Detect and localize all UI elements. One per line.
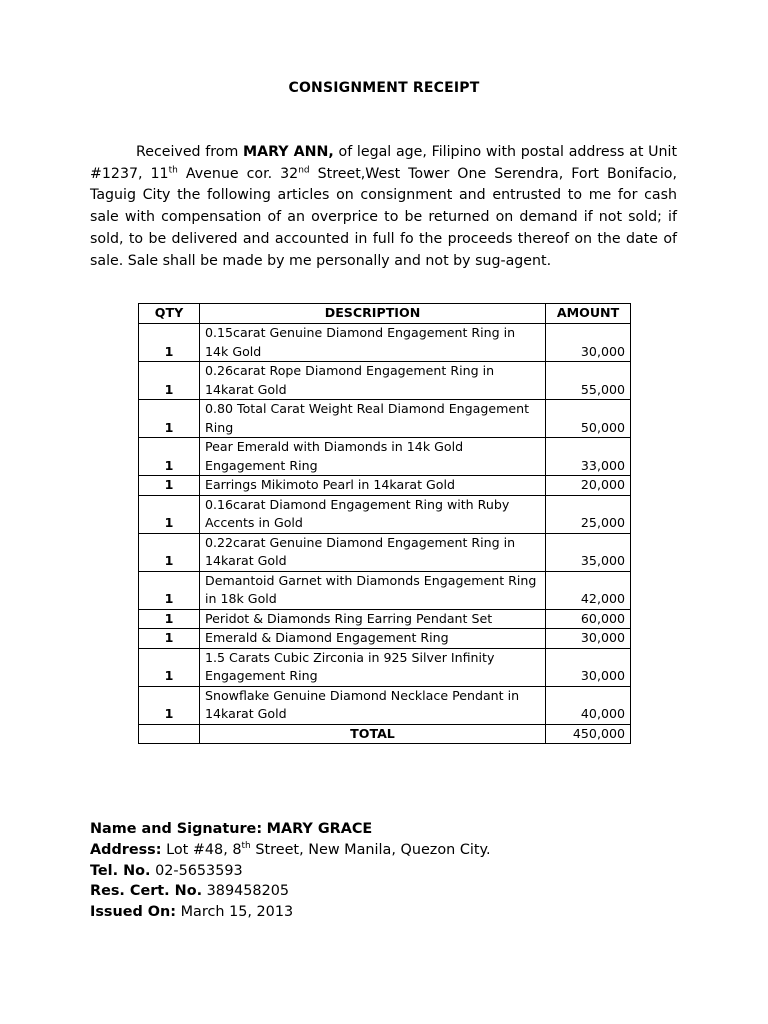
row-qty: 1 [139,324,200,362]
res-cert-line [90,881,491,902]
table-row [139,609,631,629]
row-qty: 1 [139,362,200,400]
table-row [139,495,631,533]
intro-address-part-3: Street,West Tower One Serendra, Fort Bonifacio, Taguig City the following articles on consignment and entrusted to me for cash sale with compensation of an overprice to be returned on demand if not sold; if sold, to be delivered and accounted in full fo the proceeds thereof on the date of sale. Sale shall be made by me personally and not by sug-agent. [90,165,677,269]
row-qty: 1 [139,648,200,686]
total-qty-cell [139,724,200,744]
amount-header: AMOUNT [546,304,631,324]
table-row [139,400,631,438]
row-amount: 20,000 [546,476,631,496]
table-row [139,362,631,400]
row-amount: 40,000 [546,686,631,724]
document-title: CONSIGNMENT RECEIPT [288,80,480,96]
name-label: Name and Signature: [90,821,263,837]
table-header-row [139,304,631,324]
name-signature-line [90,819,491,840]
address-line [90,840,491,861]
row-description: Snowflake Genuine Diamond Necklace Pendant in 14karat Gold [200,686,546,724]
issued-on-value: March 15, 2013 [180,904,294,921]
row-qty: 1 [139,400,200,438]
intro-paragraph [90,142,677,272]
row-amount: 60,000 [546,609,631,629]
row-amount: 30,000 [546,629,631,649]
consignor-name: MARY ANN, [243,144,334,160]
tel-label: Tel. No. [90,862,151,879]
table-row [139,571,631,609]
total-amount: 450,000 [546,724,631,744]
tel-line [90,861,491,882]
table-row [139,648,631,686]
res-cert-value: 389458205 [206,883,290,900]
res-cert-label: Res. Cert. No. [90,883,203,900]
intro-address-part-1: of legal age, Filipino with postal address at Unit #1237, 11 [90,144,678,182]
table-row [139,629,631,649]
row-description: Earrings Mikimoto Pearl in 14karat Gold [200,476,546,496]
address-label: Address: [90,841,162,858]
row-amount: 33,000 [546,438,631,476]
row-description: Pear Emerald with Diamonds in 14k Gold Engagement Ring [200,438,546,476]
row-description: 0.15carat Genuine Diamond Engagement Ring in 14k Gold [200,324,546,362]
row-description: 0.80 Total Carat Weight Real Diamond Engagement Ring [200,400,546,438]
total-row [139,724,631,744]
row-qty: 1 [139,438,200,476]
issued-on-label: Issued On: [90,904,177,921]
ordinal-suffix-2: nd [298,164,310,175]
row-amount: 42,000 [546,571,631,609]
description-header: DESCRIPTION [200,304,546,324]
issued-on-line [90,902,491,923]
row-amount: 50,000 [546,400,631,438]
row-qty: 1 [139,571,200,609]
row-amount: 35,000 [546,533,631,571]
table-row [139,324,631,362]
signatory-details [90,819,491,923]
row-amount: 30,000 [546,324,631,362]
row-description: Emerald & Diamond Engagement Ring [200,629,546,649]
row-description: Demantoid Garnet with Diamonds Engagement Ring in 18k Gold [200,571,546,609]
address-value-1: Lot #48, 8 [166,841,242,858]
items-table [138,303,631,744]
row-qty: 1 [139,609,200,629]
row-qty: 1 [139,495,200,533]
address-ordinal-suffix: th [241,841,251,851]
intro-address-part-2: Avenue cor. 32 [185,165,299,182]
row-qty: 1 [139,476,200,496]
qty-header: QTY [139,304,200,324]
tel-value: 02-5653593 [155,862,243,879]
table-row [139,438,631,476]
total-label: TOTAL [200,724,546,744]
table-row [139,476,631,496]
row-amount: 25,000 [546,495,631,533]
row-description: Peridot & Diamonds Ring Earring Pendant Set [200,609,546,629]
table-row [139,686,631,724]
row-amount: 55,000 [546,362,631,400]
row-description: 1.5 Carats Cubic Zirconia in 925 Silver Infinity Engagement Ring [200,648,546,686]
address-value-2: Street, New Manila, Quezon City. [255,841,491,858]
row-description: 0.22carat Genuine Diamond Engagement Ring in 14karat Gold [200,533,546,571]
row-description: 0.26carat Rope Diamond Engagement Ring in 14karat Gold [200,362,546,400]
row-qty: 1 [139,686,200,724]
ordinal-suffix-1: th [168,164,178,175]
row-amount: 30,000 [546,648,631,686]
row-qty: 1 [139,629,200,649]
table-row [139,533,631,571]
signatory-name: MARY GRACE [266,821,373,837]
intro-received-from: Received from [136,144,239,160]
row-description: 0.16carat Diamond Engagement Ring with Ruby Accents in Gold [200,495,546,533]
row-qty: 1 [139,533,200,571]
